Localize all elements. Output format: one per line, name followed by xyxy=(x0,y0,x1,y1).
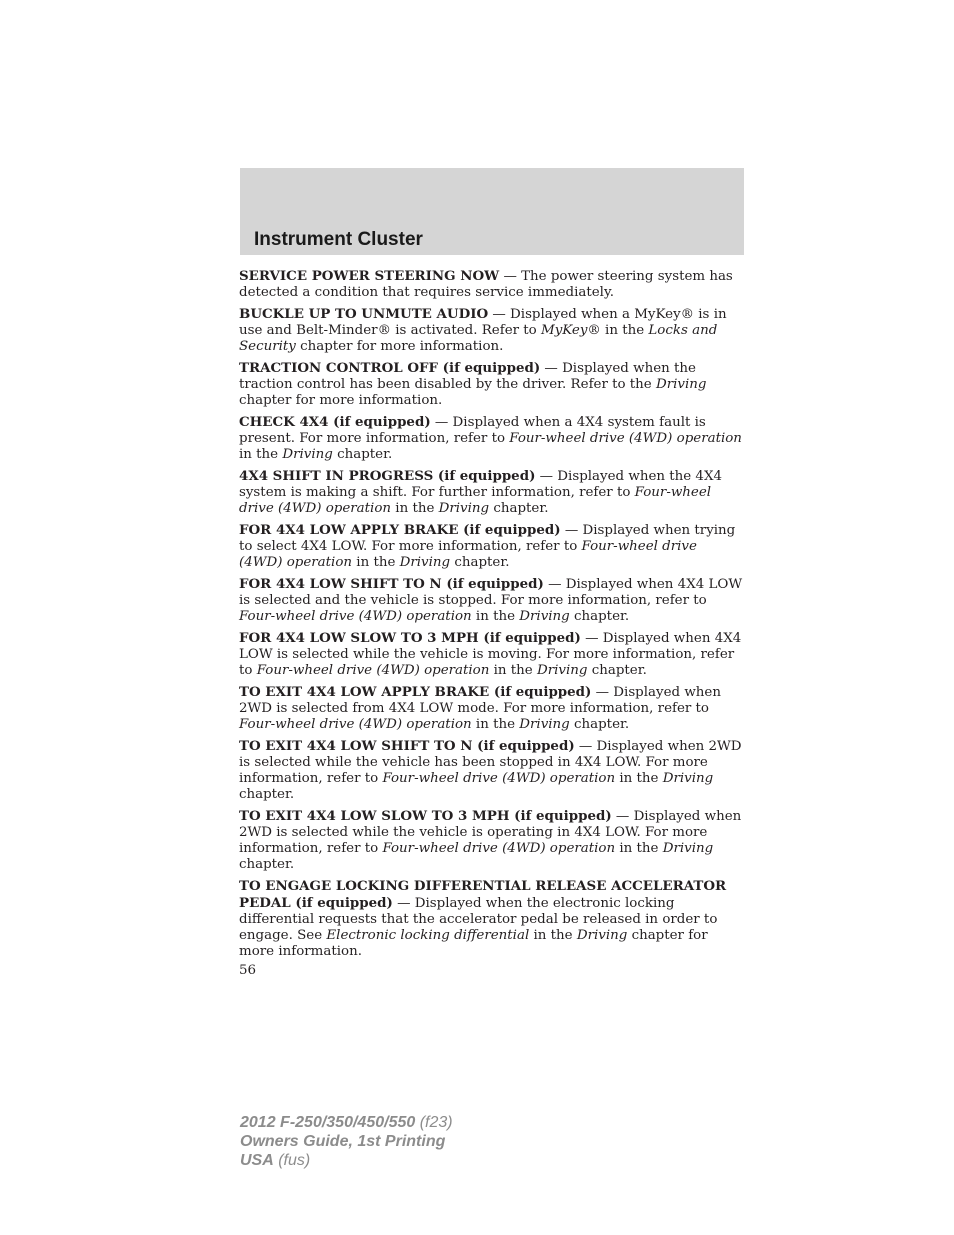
footer-line-1 xyxy=(240,1113,453,1132)
description-text: — Displayed when the electronic locking differential requests that the accelerator pedal be released in order to engage. See xyxy=(239,896,718,943)
footer-model: 2012 F-250/350/450/550 xyxy=(240,1114,416,1131)
reference-text: Four-wheel drive (4WD) operation xyxy=(239,717,472,732)
reference-text: Driving xyxy=(438,501,490,516)
message-entry xyxy=(239,414,743,463)
footer-region-code: (fus) xyxy=(273,1152,311,1169)
description-text: in the xyxy=(489,663,537,678)
description-text: in the xyxy=(471,609,520,624)
message-title: CHECK 4X4 (if equipped) xyxy=(239,414,431,430)
reference-text: Driving xyxy=(662,841,714,856)
description-text: — The power steering system has detected a condition that requires service immediately. xyxy=(239,269,733,300)
description-text: — Displayed when 2WD is selected from 4X4 LOW mode. For more information, refer to xyxy=(239,685,721,716)
message-entry xyxy=(239,522,743,571)
page-number: 56 xyxy=(239,963,257,978)
footer-line-3 xyxy=(240,1151,453,1170)
description-text: chapter. xyxy=(489,501,549,516)
description-text: chapter. xyxy=(332,447,393,462)
description-text: — Displayed when the traction control has been disabled by the driver. Refer to the xyxy=(239,361,696,392)
description-text: chapter. xyxy=(569,717,630,732)
footer-model-code: (f23) xyxy=(415,1114,453,1131)
message-title: FOR 4X4 LOW APPLY BRAKE (if equipped) xyxy=(239,522,561,538)
description-text: in the xyxy=(352,555,400,570)
description-text: chapter for more information. xyxy=(295,339,504,354)
description-text: — Displayed when a MyKey® is in use and Belt-Minder® is activated. Refer to xyxy=(239,307,727,338)
description-text: in the xyxy=(600,323,649,338)
message-entry xyxy=(239,738,743,803)
description-text: in the xyxy=(471,717,520,732)
description-text: in the xyxy=(391,501,439,516)
reference-text: Driving xyxy=(536,663,588,678)
message-entry xyxy=(239,468,743,517)
description-text: chapter. xyxy=(239,787,295,802)
reference-text: Four-wheel drive (4WD) operation xyxy=(239,485,712,516)
message-entry xyxy=(239,360,743,409)
description-text: — Displayed when a 4X4 system fault is present. For more information, refer to xyxy=(239,415,706,446)
message-title: TO EXIT 4X4 LOW SHIFT TO N (if equipped) xyxy=(239,738,575,754)
message-title: BUCKLE UP TO UNMUTE AUDIO xyxy=(239,306,489,322)
description-text: — Displayed when 4X4 LOW is selected while the vehicle is moving. For more information, refer to xyxy=(239,631,742,678)
message-entry xyxy=(239,878,743,960)
reference-text: Four-wheel drive (4WD) operation xyxy=(382,771,616,786)
description-text: chapter. xyxy=(569,609,630,624)
message-title: 4X4 SHIFT IN PROGRESS (if equipped) xyxy=(239,468,536,484)
message-entry xyxy=(239,306,743,355)
reference-text: Driving xyxy=(519,609,570,624)
description-text: in the xyxy=(615,771,663,786)
description-text: chapter for more information. xyxy=(239,928,708,959)
description-text: chapter. xyxy=(587,663,647,678)
message-title: FOR 4X4 LOW SHIFT TO N (if equipped) xyxy=(239,576,544,592)
reference-text: Four-wheel drive (4WD) operation xyxy=(239,609,472,624)
footer-region: USA xyxy=(240,1152,274,1169)
description-text: — Displayed when the 4X4 system is making a shift. For further information, refer to xyxy=(239,469,723,500)
reference-text: Four-wheel drive (4WD) operation xyxy=(509,431,742,446)
reference-text: Four-wheel drive (4WD) operation xyxy=(256,663,490,678)
message-entry xyxy=(239,268,743,301)
message-list xyxy=(239,268,743,979)
message-title: TO EXIT 4X4 LOW SLOW TO 3 MPH (if equipped) xyxy=(239,808,612,824)
entries-container xyxy=(239,268,743,960)
message-entry xyxy=(239,808,743,873)
description-text: — Displayed when trying to select 4X4 LOW. For more information, refer to xyxy=(239,523,736,554)
reference-text: MyKey® xyxy=(540,323,601,338)
reference-text: Electronic locking differential xyxy=(326,928,530,943)
message-entry xyxy=(239,576,743,625)
reference-text: Driving xyxy=(519,717,570,732)
description-text: — Displayed when 2WD is selected while the vehicle is operating in 4X4 LOW. For more information, refer to xyxy=(239,809,742,856)
message-title: SERVICE POWER STEERING NOW xyxy=(239,268,500,284)
reference-text: Locks and Security xyxy=(239,323,718,354)
description-text: — Displayed when 4X4 LOW is selected and the vehicle is stopped. For more information, refer to xyxy=(239,577,743,608)
section-header xyxy=(240,168,744,255)
message-title: TO EXIT 4X4 LOW APPLY BRAKE (if equipped) xyxy=(239,684,592,700)
reference-text: Driving xyxy=(399,555,451,570)
reference-text: Driving xyxy=(662,771,714,786)
description-text: chapter for more information. xyxy=(239,393,443,408)
message-entry xyxy=(239,630,743,679)
reference-text: Driving xyxy=(656,377,707,392)
description-text: chapter. xyxy=(239,857,295,872)
description-text: in the xyxy=(529,928,577,943)
description-text: — Displayed when 2WD is selected while the vehicle has been stopped in 4X4 LOW. For more information, refer to xyxy=(239,739,742,786)
description-text: in the xyxy=(615,841,663,856)
message-title: FOR 4X4 LOW SLOW TO 3 MPH (if equipped) xyxy=(239,630,581,646)
reference-text: Driving xyxy=(576,928,628,943)
message-title: TO ENGAGE LOCKING DIFFERENTIAL RELEASE ACCELERATOR PEDAL (if equipped) xyxy=(239,878,727,911)
message-title: TRACTION CONTROL OFF (if equipped) xyxy=(239,360,541,376)
description-text: in the xyxy=(239,447,283,462)
reference-text: Four-wheel drive (4WD) operation xyxy=(239,539,697,570)
reference-text: Four-wheel drive (4WD) operation xyxy=(382,841,616,856)
reference-text: Driving xyxy=(282,447,333,462)
document-footer xyxy=(240,1113,453,1170)
footer-line-2: Owners Guide, 1st Printing xyxy=(240,1133,446,1150)
message-entry xyxy=(239,684,743,733)
section-title: Instrument Cluster xyxy=(254,229,423,250)
description-text: chapter. xyxy=(450,555,510,570)
